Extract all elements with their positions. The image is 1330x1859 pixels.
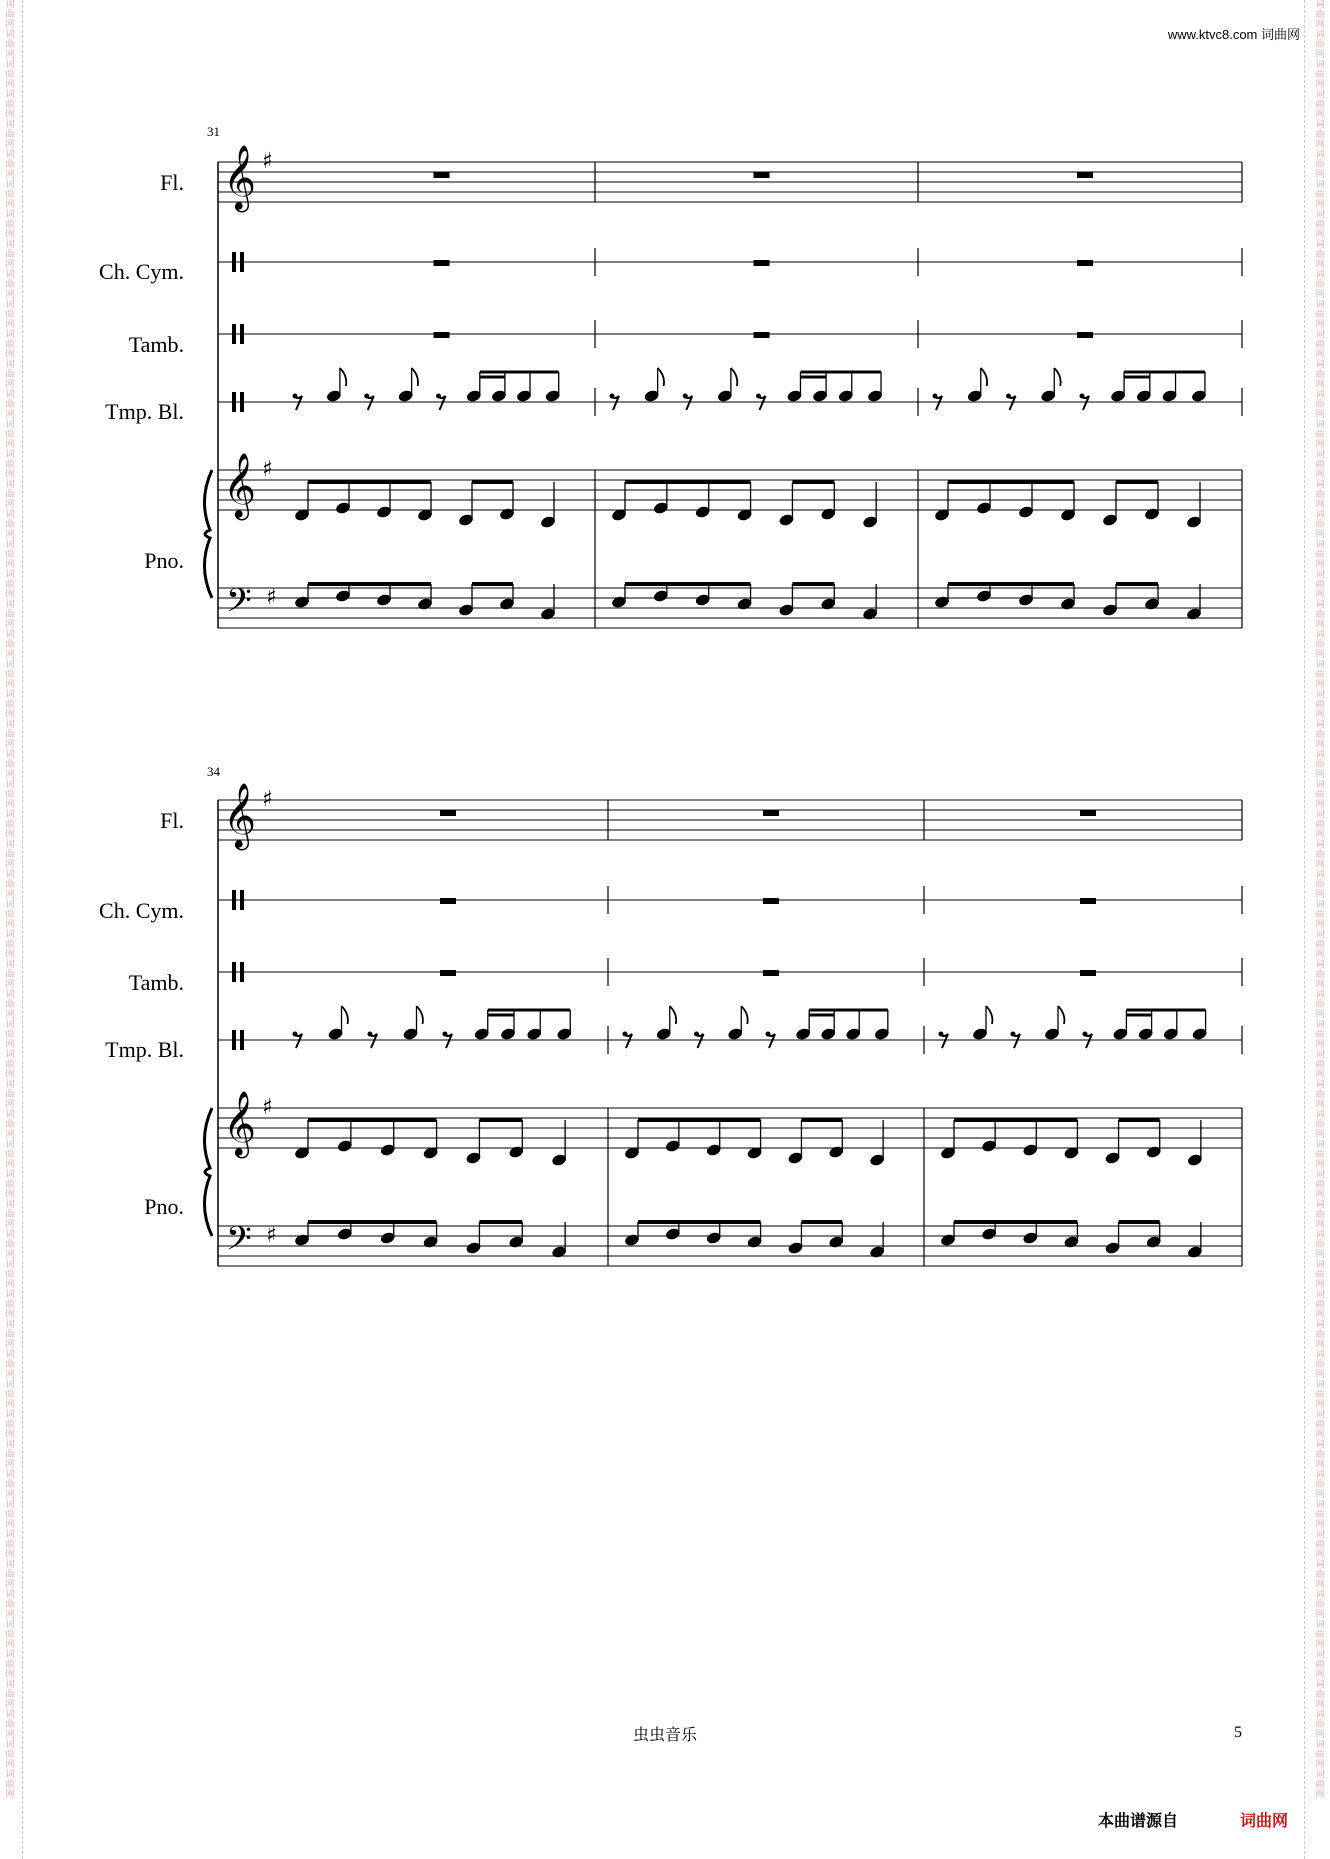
instrument-label-tambourine: Tamb.	[128, 970, 184, 995]
key-signature-sharp: ♯	[262, 149, 273, 174]
note-flag	[658, 368, 664, 386]
note-flag	[1054, 368, 1060, 386]
whole-rest	[434, 260, 450, 266]
bass-clef-icon: 𝄢	[226, 1220, 252, 1266]
eighth-rest-dot	[1083, 1032, 1088, 1037]
instrument-label-flute: Fl.	[160, 808, 184, 833]
whole-rest	[440, 970, 456, 976]
eighth-rest-dot	[756, 394, 761, 399]
key-signature-sharp: ♯	[262, 457, 273, 482]
percussion-clef	[232, 1030, 236, 1050]
treble-clef-icon: 𝄞	[223, 1091, 257, 1156]
eighth-rest-dot	[683, 394, 688, 399]
whole-rest	[440, 898, 456, 904]
percussion-clef	[232, 890, 236, 910]
measure-number: 34	[207, 764, 220, 779]
instrument-label-temple-blocks: Tmp. Bl.	[105, 1037, 184, 1062]
source-site-logo: 词曲网	[1240, 1811, 1289, 1830]
key-signature-sharp: ♯	[266, 585, 277, 610]
right-watermark-strip: 词曲网词曲网词曲网词曲网词曲网词曲网词曲网词曲网词曲网词曲网词曲网词曲网词曲网词曲网词曲网词曲网词曲网词曲网词曲网词曲网词曲网词曲网词曲网词曲网词曲网词曲网词曲网词曲网词曲网词曲网词曲网词曲网词曲网词曲网词曲网词曲网词曲网词曲网词曲网词曲网词曲网词曲网词曲网词曲网词曲网词曲网词曲网词曲网词曲网词曲网词曲网词曲网词曲网词曲网词曲网词曲网词曲网词曲网词曲网词曲网	[1315, 0, 1325, 1800]
instrument-label-temple-blocks: Tmp. Bl.	[105, 399, 184, 424]
percussion-clef	[240, 890, 244, 910]
note-flag	[731, 368, 737, 386]
eighth-rest-dot	[364, 394, 369, 399]
whole-rest	[1080, 810, 1096, 816]
percussion-clef	[232, 324, 236, 344]
eighth-rest-dot	[766, 1032, 771, 1037]
eighth-rest-dot	[933, 394, 938, 399]
treble-clef-icon: 𝄞	[223, 783, 257, 848]
note-flag	[981, 368, 987, 386]
whole-rest	[763, 970, 779, 976]
eighth-rest-dot	[293, 394, 298, 399]
eighth-rest-dot	[1080, 394, 1085, 399]
treble-clef-icon: 𝄞	[223, 453, 257, 518]
whole-rest	[763, 810, 779, 816]
eighth-rest-dot	[443, 1032, 448, 1037]
note-flag	[412, 368, 418, 386]
note-flag	[986, 1006, 992, 1024]
whole-rest	[1077, 260, 1093, 266]
eighth-rest-dot	[436, 394, 441, 399]
eighth-rest-dot	[939, 1032, 944, 1037]
whole-rest	[440, 810, 456, 816]
note-flag	[1058, 1006, 1064, 1024]
percussion-clef	[240, 324, 244, 344]
percussion-clef	[240, 962, 244, 982]
piano-brace	[204, 470, 212, 598]
page-number: 5	[1234, 1724, 1242, 1741]
eighth-rest-dot	[623, 1032, 628, 1037]
eighth-rest-dot	[293, 1032, 298, 1037]
bass-clef-icon: 𝄢	[226, 582, 252, 628]
instrument-label-tambourine: Tamb.	[128, 332, 184, 357]
piano-brace	[204, 1108, 212, 1236]
whole-rest	[434, 332, 450, 338]
eighth-rest-dot	[610, 394, 615, 399]
percussion-clef	[240, 252, 244, 272]
whole-rest	[754, 172, 770, 178]
note-flag	[342, 1006, 348, 1024]
percussion-clef	[240, 1030, 244, 1050]
instrument-label-cymbal: Ch. Cym.	[99, 259, 184, 284]
eighth-rest-dot	[1006, 394, 1011, 399]
note-flag	[741, 1006, 747, 1024]
note-flag	[670, 1006, 676, 1024]
instrument-label-flute: Fl.	[160, 170, 184, 195]
footer-publisher: 虫虫音乐	[632, 1727, 697, 1744]
whole-rest	[1077, 172, 1093, 178]
whole-rest	[763, 898, 779, 904]
eighth-rest-dot	[694, 1032, 699, 1037]
percussion-clef	[232, 252, 236, 272]
key-signature-sharp: ♯	[266, 1223, 277, 1248]
percussion-clef	[232, 962, 236, 982]
instrument-label-cymbal: Ch. Cym.	[99, 898, 184, 923]
whole-rest	[754, 332, 770, 338]
note-flag	[340, 368, 346, 386]
percussion-clef	[232, 392, 236, 412]
whole-rest	[1080, 970, 1096, 976]
whole-rest	[434, 172, 450, 178]
whole-rest	[754, 260, 770, 266]
treble-clef-icon: 𝄞	[223, 145, 257, 210]
whole-rest	[1077, 332, 1093, 338]
key-signature-sharp: ♯	[262, 787, 273, 812]
eighth-rest-dot	[1011, 1032, 1016, 1037]
instrument-label-piano: Pno.	[144, 548, 184, 573]
key-signature-sharp: ♯	[262, 1095, 273, 1120]
percussion-clef	[240, 392, 244, 412]
whole-rest	[1080, 898, 1096, 904]
left-watermark-strip: 词曲网词曲网词曲网词曲网词曲网词曲网词曲网词曲网词曲网词曲网词曲网词曲网词曲网词曲网词曲网词曲网词曲网词曲网词曲网词曲网词曲网词曲网词曲网词曲网词曲网词曲网词曲网词曲网词曲网词曲网词曲网词曲网词曲网词曲网词曲网词曲网词曲网词曲网词曲网词曲网词曲网词曲网词曲网词曲网词曲网词曲网词曲网词曲网词曲网词曲网词曲网词曲网词曲网词曲网词曲网词曲网词曲网词曲网词曲网词曲网	[5, 0, 15, 1800]
source-label: 本曲谱源自	[1098, 1811, 1179, 1830]
measure-number: 31	[207, 124, 220, 139]
instrument-label-piano: Pno.	[144, 1194, 184, 1219]
note-flag	[417, 1006, 423, 1024]
eighth-rest-dot	[368, 1032, 373, 1037]
header-url: www.ktvc8.com 词曲网	[1167, 27, 1300, 42]
